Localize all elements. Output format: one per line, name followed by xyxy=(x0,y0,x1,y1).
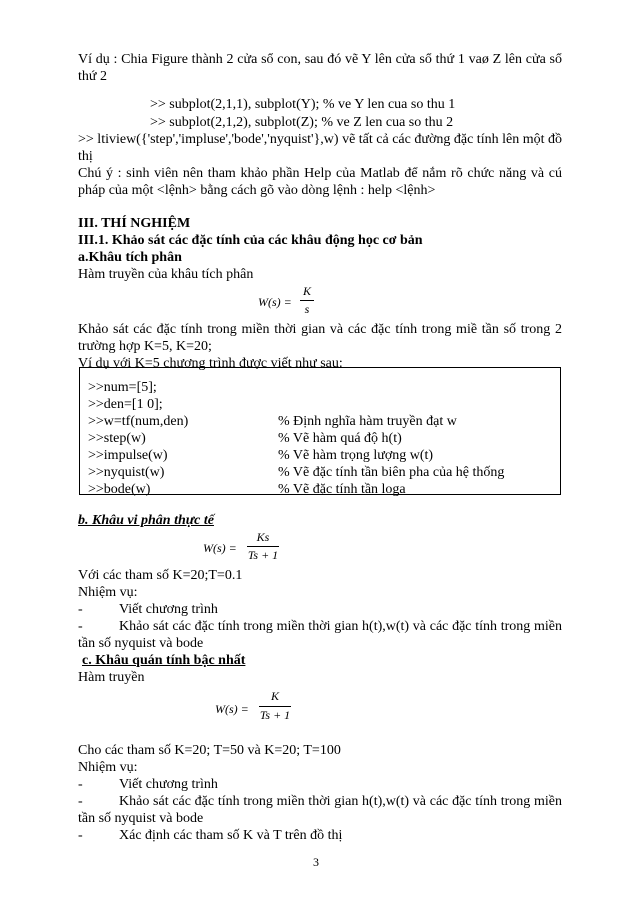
c-task-item-1: Viết chương trình xyxy=(119,777,218,792)
b-task-item-2-cont: tần số nyquist và bode xyxy=(78,636,204,651)
intro-line-2: thứ 2 xyxy=(78,69,107,84)
b-task-label: Nhiệm vụ: xyxy=(78,585,138,600)
note-line-1: Chú ý : sinh viên nên tham khảo phần Help của Matlab để nắm rõ chức năng và cú xyxy=(78,166,562,181)
a-text: Hàm truyền của khâu tích phân xyxy=(78,267,254,282)
note-line-2: pháp của một <lệnh> bằng cách gõ vào dòng lệnh : help <lệnh> xyxy=(78,183,436,198)
a-equation: W(s) = K s xyxy=(258,286,338,326)
list-dash: - xyxy=(78,777,83,792)
code-comment: % Vẽ hàm quá độ h(t) xyxy=(278,431,402,446)
code-comment: % Vẽ hàm trọng lượng w(t) xyxy=(278,448,434,463)
code-comment: % Vẽ đặc tính tần loga xyxy=(278,482,406,497)
code-listing-box xyxy=(79,367,561,495)
list-dash: - xyxy=(78,619,83,634)
code-line: >>w=tf(num,den) xyxy=(88,414,189,429)
list-dash: - xyxy=(78,794,83,809)
c-equation: W(s) = K Ts + 1 xyxy=(215,689,291,722)
code-line: >>step(w) xyxy=(88,431,146,446)
code-example-subplot-2: >> subplot(2,1,2), subplot(Z); % ve Z len cua so thu 2 xyxy=(150,115,454,130)
c-task-item-2: Khảo sát các đặc tính trong miền thời gian h(t),w(t) và các đặc tính trong miền xyxy=(119,794,562,809)
c-text: Hàm truyền xyxy=(78,670,145,685)
code-line: >>bode(w) xyxy=(88,482,151,497)
section-heading: III. THÍ NGHIỆM xyxy=(78,216,191,231)
c-task-label: Nhiệm vụ: xyxy=(78,760,138,775)
subsection-heading: III.1. Khảo sát các đặc tính của các khâu động học cơ bản xyxy=(78,233,423,248)
intro-line-thi: thị xyxy=(78,149,93,164)
b-equation: W(s) = Ks Ts + 1 xyxy=(203,530,279,562)
c-title: c. Khâu quán tính bậc nhất xyxy=(82,653,246,668)
code-example-subplot-1: >> subplot(2,1,1), subplot(Y); % ve Y len cua so thu 1 xyxy=(150,97,456,112)
b-task-item-2: Khảo sát các đặc tính trong miền thời gian h(t),w(t) và các đặc tính trong miền xyxy=(119,619,562,634)
b-params: Với các tham số K=20;T=0.1 xyxy=(78,568,243,583)
intro-line-1: Ví dụ : Chia Figure thành 2 cửa sổ con, sau đó vẽ Y lên cửa sổ thứ 1 vaø Z lên cửa sổ xyxy=(78,52,562,67)
code-comment: % Vẽ đặc tính tần biên pha của hệ thống xyxy=(278,465,505,480)
b-title: b. Khâu vi phân thực tế xyxy=(78,513,214,528)
code-line: >>den=[1 0]; xyxy=(88,397,163,412)
intro-line-ltiview: >> ltiview({'step','impluse','bode','nyquist'},w) vẽ tất cả các đường đặc tính lên một đồ xyxy=(78,132,562,147)
page-number: 3 xyxy=(313,855,319,869)
c-task-item-3: Xác định các tham số K và T trên đồ thị xyxy=(119,828,343,843)
list-dash: - xyxy=(78,602,83,617)
b-task-item-1: Viết chương trình xyxy=(119,602,218,617)
a-paragraph-3: Ví dụ với K=5 chương trình được viết như sau: xyxy=(78,356,343,371)
list-dash: - xyxy=(78,828,83,843)
c-params: Cho các tham số K=20; T=50 và K=20; T=100 xyxy=(78,743,341,758)
code-comment: % Định nghĩa hàm truyền đạt w xyxy=(278,414,457,429)
a-paragraph-2: trường hợp K=5, K=20; xyxy=(78,339,212,354)
a-paragraph-1: Khảo sát các đặc tính trong miền thời gian và các đặc tính trong miề tần số trong 2 xyxy=(78,322,562,337)
code-line: >>impulse(w) xyxy=(88,448,168,463)
code-line: >>num=[5]; xyxy=(88,380,157,395)
a-title: a.Khâu tích phân xyxy=(78,250,182,265)
code-line: >>nyquist(w) xyxy=(88,465,165,480)
c-task-item-2-cont: tần số nyquist và bode xyxy=(78,811,204,826)
